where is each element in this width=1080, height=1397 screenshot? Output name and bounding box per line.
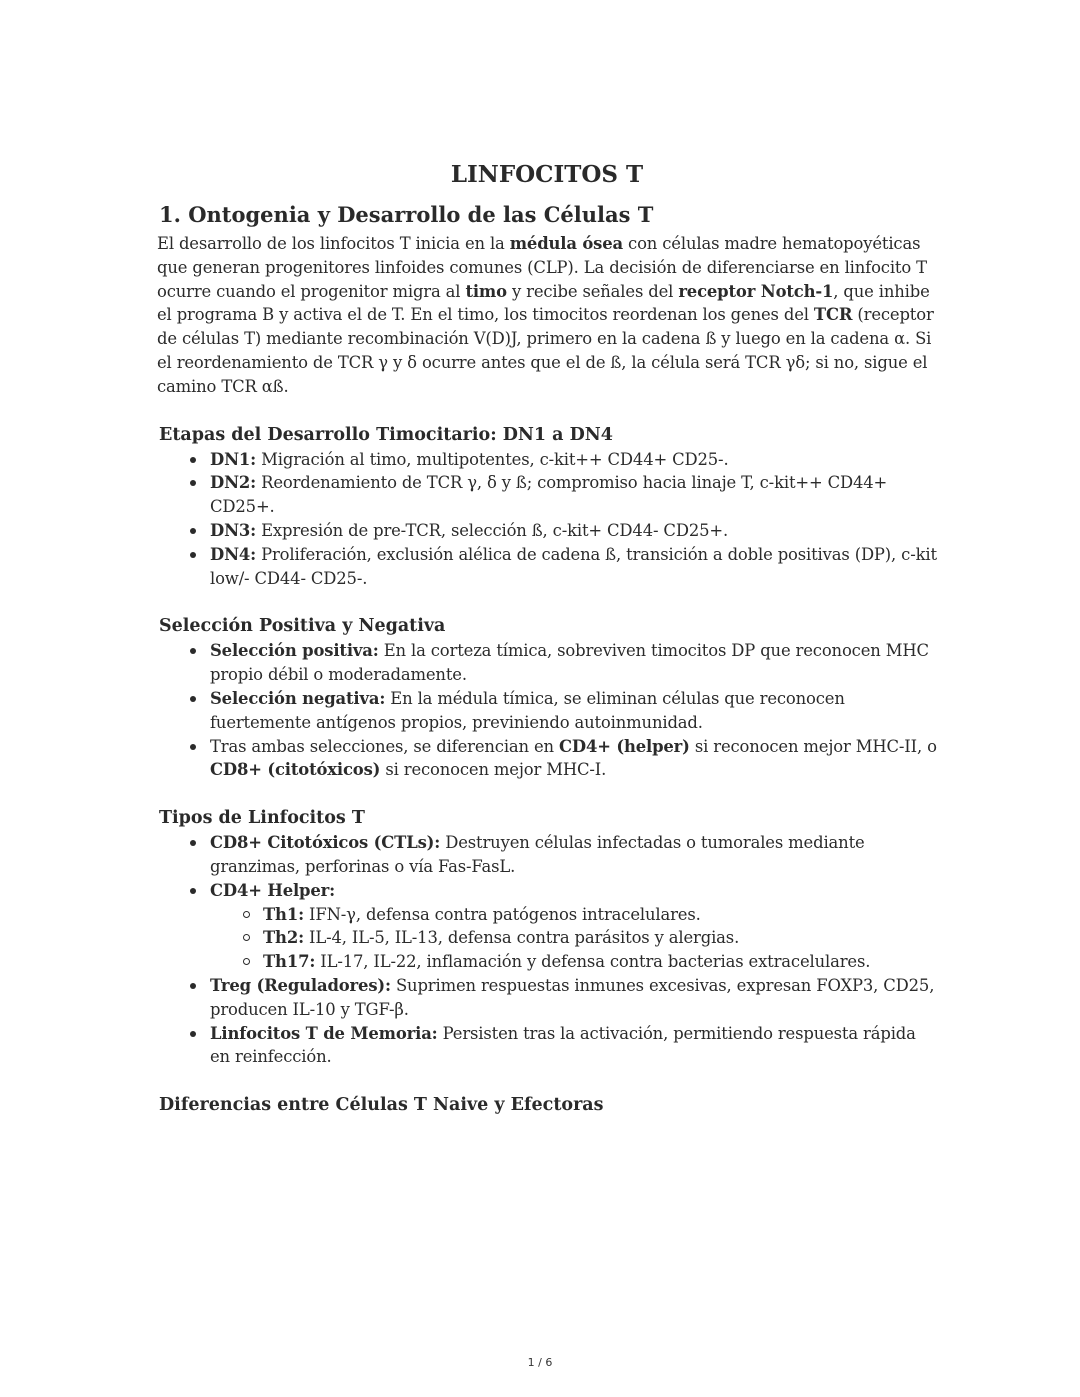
intro-text-4: , que inhibe el programa B y activa el de T. En el timo, los timocitos reordenan los genes del bbox=[157, 281, 930, 325]
list-item-text: Destruyen células infectadas o tumorales mediante granzimas, perforinas o vía Fas-FasL. bbox=[210, 833, 865, 876]
list-item-memory bbox=[210, 1022, 937, 1070]
intro-bold-timo: timo bbox=[465, 281, 507, 301]
list-item-text: Reordenamiento de TCR γ, δ y ß; compromiso hacia linaje T, c-kit++ CD44+ CD25+. bbox=[210, 473, 888, 517]
list-item-label: DN2: bbox=[210, 473, 257, 493]
list-item-label: Selección positiva: bbox=[210, 641, 379, 661]
list-item-cd4 bbox=[210, 879, 937, 974]
list-item-label: DN1: bbox=[210, 449, 257, 469]
list-item-text: Proliferación, exclusión alélica de cadena ß, transición a doble positivas (DP), c-kit low/- CD44- CD25-. bbox=[210, 544, 937, 588]
types-list bbox=[157, 831, 937, 1069]
cd4-subtypes-list bbox=[210, 903, 937, 974]
list-item-label: DN4: bbox=[210, 544, 257, 564]
section-heading-etapas: Etapas del Desarrollo Timocitario: DN1 a DN4 bbox=[159, 424, 613, 445]
list-item-label: CD8+ Citotóxicos (CTLs): bbox=[210, 833, 441, 853]
sub-item-th2 bbox=[263, 926, 937, 950]
selection-list bbox=[157, 639, 937, 782]
sub-item-text: IL-17, IL-22, inflamación y defensa contra bacterias extracelulares. bbox=[315, 952, 871, 972]
list-item-text: si reconocen mejor MHC-I. bbox=[380, 760, 607, 780]
list-item-text: En la médula tímica, se eliminan células que reconocen fuertemente antígenos propios, previniendo autoinmunidad. bbox=[210, 688, 845, 732]
list-item-bold-cd4: CD4+ (helper) bbox=[559, 736, 690, 756]
list-item-bold-cd8: CD8+ (citotóxicos) bbox=[210, 760, 381, 780]
list-item-label: CD4+ Helper: bbox=[210, 880, 336, 900]
list-item-text: Migración al timo, multipotentes, c-kit++ CD44+ CD25-. bbox=[256, 449, 729, 469]
stages-list bbox=[157, 448, 937, 591]
sub-item-th17 bbox=[263, 950, 937, 974]
section-heading-diferencias: Diferencias entre Células T Naive y Efectoras bbox=[159, 1095, 604, 1116]
intro-bold-tcr: TCR bbox=[813, 305, 853, 325]
intro-text-3: y recibe señales del bbox=[506, 281, 679, 301]
list-item-text: En la corteza tímica, sobreviven timocitos DP que reconocen MHC propio débil o moderadamente. bbox=[210, 641, 929, 685]
list-item-after-selection bbox=[210, 735, 937, 783]
document-title: LINFOCITOS T bbox=[450, 161, 644, 188]
sub-item-label: Th2: bbox=[263, 928, 304, 948]
list-item-label: Selección negativa: bbox=[210, 688, 386, 708]
intro-text-5: (receptor de células T) mediante recombinación V(D)J, primero en la cadena ß y luego en la cadena α. Si el reordenamiento de TCR γ y δ ocurre antes que el de ß, la célula será TCR γδ; si no, sigue el camino TCR αß. bbox=[157, 305, 934, 396]
intro-text-1: El desarrollo de los linfocitos T inicia en la bbox=[157, 234, 510, 253]
list-item-cd8 bbox=[210, 831, 937, 879]
list-item-treg bbox=[210, 974, 937, 1022]
sub-item-th1 bbox=[263, 903, 937, 927]
list-item-dn3 bbox=[210, 519, 937, 543]
list-item-text: Tras ambas selecciones, se diferencian en bbox=[210, 736, 560, 756]
intro-text-2: con células madre hematopoyéticas que generan progenitores linfoides comunes (CLP). La decisión de diferenciarse en linfocito T ocurre cuando el progenitor migra al bbox=[157, 234, 927, 301]
list-item-label: DN3: bbox=[210, 520, 257, 540]
sub-item-text: IL-4, IL-5, IL-13, defensa contra parásitos y alergias. bbox=[303, 928, 740, 948]
list-item-negative-selection bbox=[210, 687, 937, 735]
intro-bold-medula: médula ósea bbox=[509, 234, 623, 253]
section-heading-seleccion: Selección Positiva y Negativa bbox=[159, 616, 446, 637]
list-item-label: Treg (Reguladores): bbox=[210, 975, 391, 995]
intro-paragraph bbox=[157, 232, 937, 399]
list-item-dn4 bbox=[210, 543, 937, 591]
list-item-dn1 bbox=[210, 448, 937, 472]
intro-bold-notch: receptor Notch-1 bbox=[678, 281, 834, 301]
sub-item-label: Th1: bbox=[263, 904, 304, 924]
sub-item-text: IFN-γ, defensa contra patógenos intracelulares. bbox=[303, 904, 701, 924]
section-heading-ontogenia: 1. Ontogenia y Desarrollo de las Células T bbox=[159, 202, 654, 227]
page-number: 1 / 6 bbox=[527, 1356, 553, 1369]
list-item-text: si reconocen mejor MHC-II, o bbox=[689, 736, 937, 756]
section-heading-tipos: Tipos de Linfocitos T bbox=[159, 808, 365, 829]
document-page bbox=[157, 160, 937, 1118]
list-item-dn2 bbox=[210, 471, 937, 519]
sub-item-label: Th17: bbox=[263, 952, 316, 972]
list-item-text: Expresión de pre-TCR, selección ß, c-kit+ CD44- CD25+. bbox=[256, 520, 729, 540]
list-item-text: Suprimen respuestas inmunes excesivas, expresan FOXP3, CD25, producen IL-10 y TGF-β. bbox=[210, 975, 935, 1019]
list-item-text: Persisten tras la activación, permitiendo respuesta rápida en reinfección. bbox=[210, 1023, 916, 1067]
list-item-label: Linfocitos T de Memoria: bbox=[210, 1023, 438, 1043]
list-item-positive-selection bbox=[210, 639, 937, 687]
